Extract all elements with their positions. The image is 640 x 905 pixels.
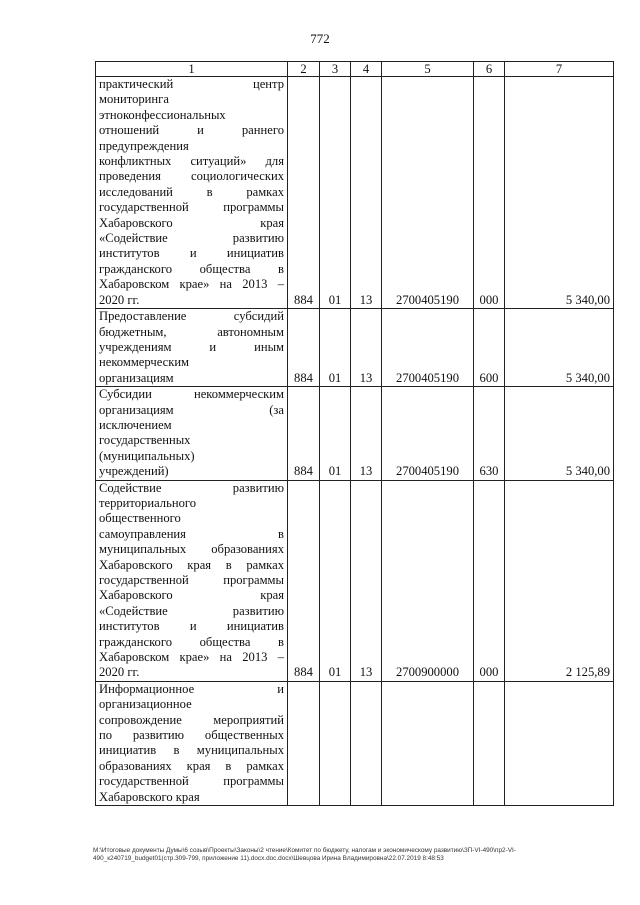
target-article-cell: 2700900000	[382, 480, 474, 681]
description-line: гражданского общества в	[99, 634, 284, 649]
description-line: Предоставление субсидий	[99, 309, 284, 324]
expense-type-cell: 630	[474, 387, 505, 480]
description-line: учреждениям и иным	[99, 339, 284, 354]
admin-code-cell: 884	[288, 480, 320, 681]
table-row	[96, 309, 614, 387]
description-line: Информационное и	[99, 681, 284, 696]
description-line: государственной программы	[99, 774, 284, 789]
budget-table	[95, 61, 614, 806]
description-line: институтов и инициатив	[99, 246, 284, 261]
table-row	[96, 480, 614, 681]
description-line: организациям	[99, 370, 174, 385]
description-line: бюджетным, автономным	[99, 324, 284, 339]
description-line: конфликтных ситуаций» для	[99, 154, 284, 169]
section-cell: 01	[320, 480, 351, 681]
admin-code-cell	[288, 681, 320, 805]
admin-code-cell: 884	[288, 309, 320, 387]
target-article-cell	[382, 681, 474, 805]
description-line: общественного	[99, 511, 181, 526]
header-cell: 6	[474, 62, 505, 77]
description-line: государственной программы	[99, 200, 284, 215]
description-line: институтов и инициатив	[99, 619, 284, 634]
target-article-cell: 2700405190	[382, 77, 474, 309]
expense-type-cell: 000	[474, 480, 505, 681]
amount-cell: 2 125,89	[505, 480, 614, 681]
header-cell: 7	[505, 62, 614, 77]
target-article-cell: 2700405190	[382, 309, 474, 387]
description-line: государственных	[99, 433, 191, 448]
document-path-footer	[93, 847, 613, 863]
header-cell: 5	[382, 62, 474, 77]
description-line: муниципальных образованиях	[99, 542, 284, 557]
subsection-cell: 13	[351, 387, 382, 480]
description-line: Хабаровского края в рамках	[99, 557, 284, 572]
row-description	[96, 480, 288, 681]
description-line: «Содействие развитию	[99, 603, 284, 618]
subsection-cell	[351, 681, 382, 805]
description-line: инициатив в муниципальных	[99, 743, 284, 758]
description-line: (муниципальных)	[99, 448, 195, 463]
section-cell: 01	[320, 77, 351, 309]
description-line: отношений и раннего	[99, 123, 284, 138]
description-line: проведения социологических	[99, 169, 284, 184]
admin-code-cell: 884	[288, 387, 320, 480]
footer-line: 490_к240719_budget01(стр.309-799, приложение 11).docx.doc.docx\Шевцова Ирина Владимировна\22.07.2019 8:48:53	[93, 855, 444, 862]
expense-type-cell	[474, 681, 505, 805]
admin-code-cell: 884	[288, 77, 320, 309]
subsection-cell: 13	[351, 77, 382, 309]
amount-cell: 5 340,00	[505, 309, 614, 387]
section-cell	[320, 681, 351, 805]
description-line: некоммерческим	[99, 355, 190, 370]
description-line: образованиях края в рамках	[99, 758, 284, 773]
row-description	[96, 681, 288, 805]
expense-type-cell: 600	[474, 309, 505, 387]
table-header-row	[96, 62, 614, 77]
row-description	[96, 309, 288, 387]
description-line: государственной программы	[99, 573, 284, 587]
footer-line: M:\Итоговые документы Думы\6 созыв\Проекты\Законы\2 чтение\Комитет по бюджету, налогам и экономическому развитию\ЗП-VI-490\пр2-VI-	[93, 847, 516, 854]
description-line: исключением	[99, 417, 172, 432]
table-row	[96, 77, 614, 309]
header-cell: 2	[288, 62, 320, 77]
description-line: предупреждения	[99, 138, 189, 153]
description-line: 2020 гг.	[99, 665, 140, 680]
description-line: Хабаровском крае» на 2013 –	[99, 277, 284, 292]
subsection-cell: 13	[351, 480, 382, 681]
description-line: Хабаровского края	[99, 215, 284, 230]
header-cell: 4	[351, 62, 382, 77]
description-line: 2020 гг.	[99, 292, 140, 307]
description-line: организациям (за	[99, 402, 284, 417]
description-line: организационное	[99, 697, 192, 712]
description-line: по развитию общественных	[99, 728, 284, 743]
description-line: гражданского общества в	[99, 261, 284, 276]
description-line: Содействие развитию	[99, 480, 284, 495]
subsection-cell: 13	[351, 309, 382, 387]
description-line: Хабаровском крае» на 2013 –	[99, 650, 284, 665]
description-line: самоуправления в	[99, 526, 284, 541]
description-line: территориального	[99, 495, 197, 510]
section-cell: 01	[320, 387, 351, 480]
header-cell: 3	[320, 62, 351, 77]
section-cell: 01	[320, 309, 351, 387]
description-line: практический центр	[99, 77, 284, 91]
description-line: «Содействие развитию	[99, 231, 284, 246]
description-line: Хабаровского края	[99, 789, 200, 804]
description-line: сопровождение мероприятий	[99, 712, 284, 727]
page-number: 772	[310, 31, 330, 46]
amount-cell: 5 340,00	[505, 77, 614, 309]
target-article-cell: 2700405190	[382, 387, 474, 480]
expense-type-cell: 000	[474, 77, 505, 309]
description-line: исследований в рамках	[99, 184, 284, 199]
description-line: мониторинга	[99, 92, 169, 107]
table-row	[96, 387, 614, 480]
description-line: Хабаровского края	[99, 588, 284, 603]
description-line: учреждений)	[99, 464, 169, 479]
header-cell: 1	[96, 62, 288, 77]
description-line: Субсидии некоммерческим	[99, 387, 284, 402]
row-description	[96, 77, 288, 309]
amount-cell: 5 340,00	[505, 387, 614, 480]
row-description	[96, 387, 288, 480]
table-row	[96, 681, 614, 805]
description-line: этноконфессиональных	[99, 107, 226, 122]
amount-cell	[505, 681, 614, 805]
